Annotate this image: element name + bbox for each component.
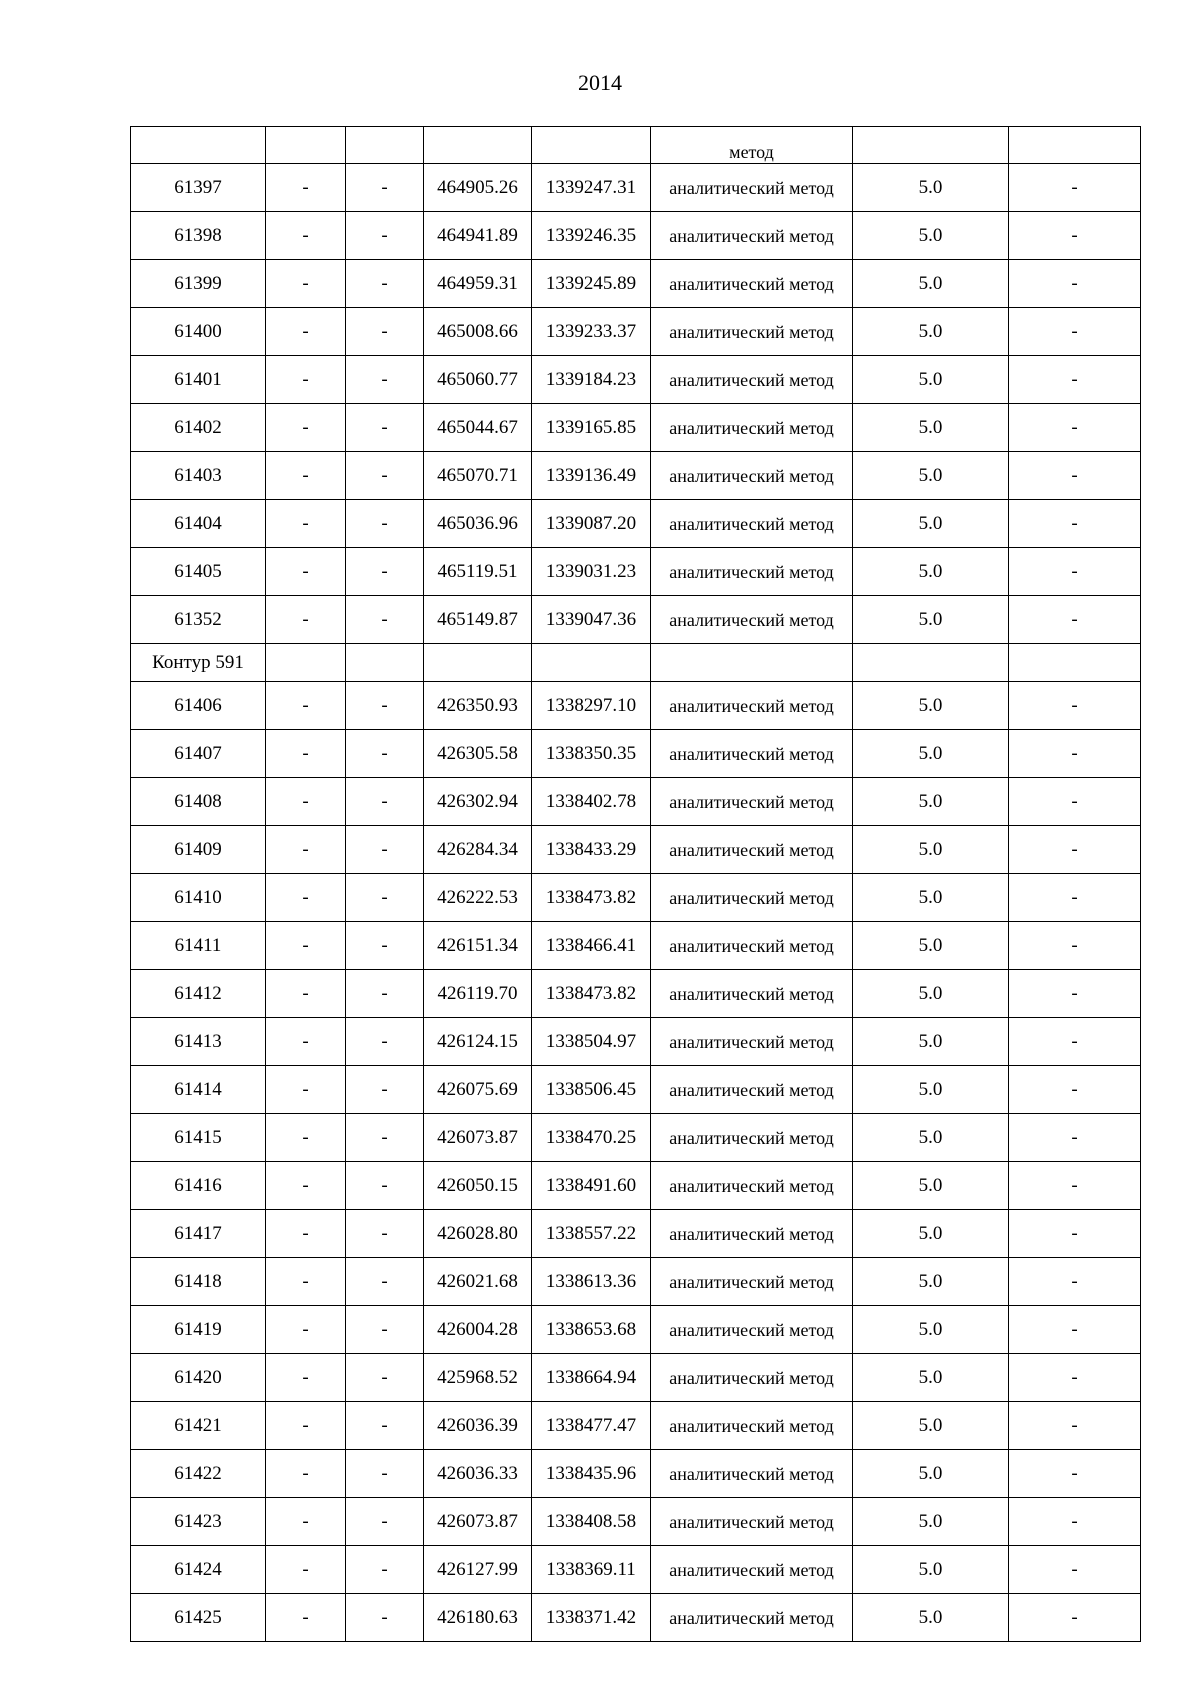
point-id-cell: 61401 (131, 356, 266, 404)
cell-empty (532, 127, 651, 164)
table-row (131, 212, 1141, 260)
method-cell: аналитический метод (651, 212, 853, 260)
point-id-cell: 61416 (131, 1162, 266, 1210)
x-coordinate-cell: 465060.77 (424, 356, 532, 404)
point-id-cell: 61409 (131, 826, 266, 874)
point-id-cell: 61400 (131, 308, 266, 356)
table-row (131, 682, 1141, 730)
x-coordinate-cell: 465119.51 (424, 548, 532, 596)
dash-cell: - (1009, 1450, 1141, 1498)
dash-cell: - (1009, 548, 1141, 596)
y-coordinate-cell: 1338297.10 (532, 682, 651, 730)
table-row (131, 1354, 1141, 1402)
method-cell: аналитический метод (651, 548, 853, 596)
dash-cell: - (1009, 1066, 1141, 1114)
accuracy-cell: 5.0 (853, 1066, 1009, 1114)
dash-cell: - (346, 1402, 424, 1450)
accuracy-cell: 5.0 (853, 1018, 1009, 1066)
x-coordinate-cell: 465070.71 (424, 452, 532, 500)
cell-empty (131, 127, 266, 164)
method-cell: аналитический метод (651, 404, 853, 452)
dash-cell: - (346, 356, 424, 404)
dash-cell: - (266, 1450, 346, 1498)
dash-cell: - (346, 970, 424, 1018)
point-id-cell: 61405 (131, 548, 266, 596)
point-id-cell: 61397 (131, 164, 266, 212)
dash-cell: - (266, 1018, 346, 1066)
dash-cell: - (266, 164, 346, 212)
dash-cell: - (266, 682, 346, 730)
dash-cell: - (266, 356, 346, 404)
dash-cell: - (266, 212, 346, 260)
dash-cell: - (346, 826, 424, 874)
y-coordinate-cell: 1338402.78 (532, 778, 651, 826)
cell-empty (1009, 127, 1141, 164)
dash-cell: - (266, 452, 346, 500)
cell-empty (853, 644, 1009, 682)
y-coordinate-cell: 1339087.20 (532, 500, 651, 548)
method-cell: аналитический метод (651, 308, 853, 356)
table-row (131, 1114, 1141, 1162)
method-cell: аналитический метод (651, 874, 853, 922)
y-coordinate-cell: 1338369.11 (532, 1546, 651, 1594)
accuracy-cell: 5.0 (853, 308, 1009, 356)
y-coordinate-cell: 1338473.82 (532, 874, 651, 922)
point-id-cell: 61404 (131, 500, 266, 548)
dash-cell: - (266, 500, 346, 548)
method-cell: аналитический метод (651, 1402, 853, 1450)
point-id-cell: 61398 (131, 212, 266, 260)
y-coordinate-cell: 1338504.97 (532, 1018, 651, 1066)
cell-empty (532, 644, 651, 682)
accuracy-cell: 5.0 (853, 874, 1009, 922)
y-coordinate-cell: 1338613.36 (532, 1258, 651, 1306)
dash-cell: - (266, 308, 346, 356)
dash-cell: - (346, 164, 424, 212)
point-id-cell: 61411 (131, 922, 266, 970)
dash-cell: - (266, 548, 346, 596)
dash-cell: - (266, 596, 346, 644)
point-id-cell: 61412 (131, 970, 266, 1018)
dash-cell: - (266, 1162, 346, 1210)
accuracy-cell: 5.0 (853, 1450, 1009, 1498)
accuracy-cell: 5.0 (853, 596, 1009, 644)
accuracy-cell: 5.0 (853, 1498, 1009, 1546)
dash-cell: - (346, 682, 424, 730)
point-id-cell: 61407 (131, 730, 266, 778)
x-coordinate-cell: 426050.15 (424, 1162, 532, 1210)
point-id-cell: 61422 (131, 1450, 266, 1498)
table-row (131, 164, 1141, 212)
x-coordinate-cell: 426222.53 (424, 874, 532, 922)
dash-cell: - (346, 730, 424, 778)
x-coordinate-cell: 426073.87 (424, 1114, 532, 1162)
table-row (131, 548, 1141, 596)
dash-cell: - (346, 874, 424, 922)
accuracy-cell: 5.0 (853, 682, 1009, 730)
dash-cell: - (266, 778, 346, 826)
table-row (131, 1306, 1141, 1354)
dash-cell: - (266, 1114, 346, 1162)
dash-cell: - (266, 1258, 346, 1306)
dash-cell: - (346, 596, 424, 644)
accuracy-cell: 5.0 (853, 1546, 1009, 1594)
accuracy-cell: 5.0 (853, 356, 1009, 404)
contour-label: Контур 591 (131, 644, 266, 682)
x-coordinate-cell: 464905.26 (424, 164, 532, 212)
dash-cell: - (266, 970, 346, 1018)
x-coordinate-cell: 426004.28 (424, 1306, 532, 1354)
dash-cell: - (1009, 1498, 1141, 1546)
coordinates-table (130, 126, 1141, 1642)
x-coordinate-cell: 426036.33 (424, 1450, 532, 1498)
point-id-cell: 61410 (131, 874, 266, 922)
accuracy-cell: 5.0 (853, 500, 1009, 548)
table-row (131, 1210, 1141, 1258)
dash-cell: - (266, 1210, 346, 1258)
dash-cell: - (1009, 500, 1141, 548)
accuracy-cell: 5.0 (853, 922, 1009, 970)
dash-cell: - (1009, 1018, 1141, 1066)
y-coordinate-cell: 1339136.49 (532, 452, 651, 500)
dash-cell: - (266, 1066, 346, 1114)
dash-cell: - (346, 1210, 424, 1258)
dash-cell: - (1009, 596, 1141, 644)
dash-cell: - (1009, 922, 1141, 970)
dash-cell: - (1009, 1162, 1141, 1210)
table-row (131, 1162, 1141, 1210)
dash-cell: - (1009, 778, 1141, 826)
y-coordinate-cell: 1338664.94 (532, 1354, 651, 1402)
table-row (131, 874, 1141, 922)
table-row (131, 826, 1141, 874)
point-id-cell: 61415 (131, 1114, 266, 1162)
table-row (131, 778, 1141, 826)
accuracy-cell: 5.0 (853, 1162, 1009, 1210)
dash-cell: - (266, 404, 346, 452)
dash-cell: - (1009, 1354, 1141, 1402)
accuracy-cell: 5.0 (853, 212, 1009, 260)
dash-cell: - (346, 452, 424, 500)
method-cell: аналитический метод (651, 1114, 853, 1162)
point-id-cell: 61408 (131, 778, 266, 826)
x-coordinate-cell: 426021.68 (424, 1258, 532, 1306)
dash-cell: - (1009, 260, 1141, 308)
y-coordinate-cell: 1338433.29 (532, 826, 651, 874)
cell-empty (346, 127, 424, 164)
y-coordinate-cell: 1339245.89 (532, 260, 651, 308)
x-coordinate-cell: 465036.96 (424, 500, 532, 548)
dash-cell: - (346, 212, 424, 260)
x-coordinate-cell: 426127.99 (424, 1546, 532, 1594)
dash-cell: - (1009, 1594, 1141, 1642)
method-cell: аналитический метод (651, 260, 853, 308)
point-id-cell: 61420 (131, 1354, 266, 1402)
method-cell: аналитический метод (651, 164, 853, 212)
cell-empty (651, 644, 853, 682)
y-coordinate-cell: 1338408.58 (532, 1498, 651, 1546)
dash-cell: - (1009, 826, 1141, 874)
y-coordinate-cell: 1339031.23 (532, 548, 651, 596)
method-cell: аналитический метод (651, 1546, 853, 1594)
dash-cell: - (346, 778, 424, 826)
dash-cell: - (1009, 164, 1141, 212)
method-cell: аналитический метод (651, 970, 853, 1018)
contour-row (131, 644, 1141, 682)
table-row (131, 404, 1141, 452)
method-cell: аналитический метод (651, 1018, 853, 1066)
accuracy-cell: 5.0 (853, 1210, 1009, 1258)
table-row (131, 1546, 1141, 1594)
accuracy-cell: 5.0 (853, 1258, 1009, 1306)
method-cell: аналитический метод (651, 778, 853, 826)
accuracy-cell: 5.0 (853, 1114, 1009, 1162)
y-coordinate-cell: 1339233.37 (532, 308, 651, 356)
table-row (131, 452, 1141, 500)
y-coordinate-cell: 1339247.31 (532, 164, 651, 212)
dash-cell: - (346, 1066, 424, 1114)
dash-cell: - (1009, 404, 1141, 452)
table-row (131, 1450, 1141, 1498)
point-id-cell: 61424 (131, 1546, 266, 1594)
x-coordinate-cell: 426036.39 (424, 1402, 532, 1450)
table-row (131, 356, 1141, 404)
accuracy-cell: 5.0 (853, 826, 1009, 874)
method-cell: аналитический метод (651, 1162, 853, 1210)
x-coordinate-cell: 465149.87 (424, 596, 532, 644)
cell-empty (346, 644, 424, 682)
method-cell: аналитический метод (651, 1594, 853, 1642)
dash-cell: - (1009, 1258, 1141, 1306)
cell-empty (266, 127, 346, 164)
method-cell: аналитический метод (651, 1498, 853, 1546)
cell-empty (1009, 644, 1141, 682)
y-coordinate-cell: 1338466.41 (532, 922, 651, 970)
cell-empty (266, 644, 346, 682)
method-cell: метод (651, 127, 853, 164)
point-id-cell: 61417 (131, 1210, 266, 1258)
dash-cell: - (1009, 1306, 1141, 1354)
method-cell: аналитический метод (651, 356, 853, 404)
dash-cell: - (1009, 1210, 1141, 1258)
y-coordinate-cell: 1338491.60 (532, 1162, 651, 1210)
table-body (131, 127, 1141, 1642)
method-cell: аналитический метод (651, 1354, 853, 1402)
table-row (131, 730, 1141, 778)
y-coordinate-cell: 1338435.96 (532, 1450, 651, 1498)
point-id-cell: 61418 (131, 1258, 266, 1306)
dash-cell: - (346, 1498, 424, 1546)
table-row (131, 308, 1141, 356)
accuracy-cell: 5.0 (853, 1594, 1009, 1642)
dash-cell: - (1009, 452, 1141, 500)
table-row (131, 970, 1141, 1018)
x-coordinate-cell: 426284.34 (424, 826, 532, 874)
x-coordinate-cell: 426305.58 (424, 730, 532, 778)
dash-cell: - (1009, 1114, 1141, 1162)
dash-cell: - (1009, 874, 1141, 922)
accuracy-cell: 5.0 (853, 1402, 1009, 1450)
method-cell: аналитический метод (651, 1066, 853, 1114)
dash-cell: - (346, 1354, 424, 1402)
y-coordinate-cell: 1338470.25 (532, 1114, 651, 1162)
dash-cell: - (346, 1594, 424, 1642)
x-coordinate-cell: 426028.80 (424, 1210, 532, 1258)
continuation-row (131, 127, 1141, 164)
table-row (131, 1402, 1141, 1450)
table-row (131, 596, 1141, 644)
dash-cell: - (346, 922, 424, 970)
table-row (131, 260, 1141, 308)
dash-cell: - (266, 260, 346, 308)
x-coordinate-cell: 426124.15 (424, 1018, 532, 1066)
dash-cell: - (1009, 1546, 1141, 1594)
dash-cell: - (266, 1306, 346, 1354)
dash-cell: - (346, 308, 424, 356)
y-coordinate-cell: 1339047.36 (532, 596, 651, 644)
x-coordinate-cell: 425968.52 (424, 1354, 532, 1402)
dash-cell: - (266, 1354, 346, 1402)
table-row (131, 500, 1141, 548)
dash-cell: - (266, 1498, 346, 1546)
point-id-cell: 61423 (131, 1498, 266, 1546)
dash-cell: - (346, 500, 424, 548)
x-coordinate-cell: 426180.63 (424, 1594, 532, 1642)
y-coordinate-cell: 1339165.85 (532, 404, 651, 452)
x-coordinate-cell: 426350.93 (424, 682, 532, 730)
method-cell: аналитический метод (651, 596, 853, 644)
dash-cell: - (346, 404, 424, 452)
dash-cell: - (1009, 308, 1141, 356)
table-row (131, 1258, 1141, 1306)
dash-cell: - (1009, 356, 1141, 404)
method-cell: аналитический метод (651, 682, 853, 730)
cell-empty (424, 127, 532, 164)
x-coordinate-cell: 464941.89 (424, 212, 532, 260)
accuracy-cell: 5.0 (853, 1354, 1009, 1402)
dash-cell: - (266, 1594, 346, 1642)
y-coordinate-cell: 1338371.42 (532, 1594, 651, 1642)
dash-cell: - (346, 260, 424, 308)
table-row (131, 1018, 1141, 1066)
y-coordinate-cell: 1338350.35 (532, 730, 651, 778)
y-coordinate-cell: 1338653.68 (532, 1306, 651, 1354)
method-cell: аналитический метод (651, 826, 853, 874)
dash-cell: - (346, 1546, 424, 1594)
accuracy-cell: 5.0 (853, 404, 1009, 452)
method-cell: аналитический метод (651, 1210, 853, 1258)
table-row (131, 922, 1141, 970)
table-row (131, 1498, 1141, 1546)
method-cell: аналитический метод (651, 500, 853, 548)
page-number: 2014 (578, 70, 622, 95)
x-coordinate-cell: 426151.34 (424, 922, 532, 970)
point-id-cell: 61403 (131, 452, 266, 500)
dash-cell: - (266, 922, 346, 970)
accuracy-cell: 5.0 (853, 778, 1009, 826)
dash-cell: - (346, 1018, 424, 1066)
y-coordinate-cell: 1338477.47 (532, 1402, 651, 1450)
dash-cell: - (346, 548, 424, 596)
x-coordinate-cell: 426119.70 (424, 970, 532, 1018)
accuracy-cell: 5.0 (853, 164, 1009, 212)
dash-cell: - (1009, 682, 1141, 730)
dash-cell: - (266, 1546, 346, 1594)
accuracy-cell: 5.0 (853, 1306, 1009, 1354)
point-id-cell: 61402 (131, 404, 266, 452)
cell-empty (424, 644, 532, 682)
dash-cell: - (1009, 970, 1141, 1018)
point-id-cell: 61413 (131, 1018, 266, 1066)
point-id-cell: 61406 (131, 682, 266, 730)
y-coordinate-cell: 1339246.35 (532, 212, 651, 260)
y-coordinate-cell: 1338473.82 (532, 970, 651, 1018)
dash-cell: - (346, 1258, 424, 1306)
method-cell: аналитический метод (651, 1306, 853, 1354)
method-cell: аналитический метод (651, 452, 853, 500)
dash-cell: - (1009, 730, 1141, 778)
y-coordinate-cell: 1338506.45 (532, 1066, 651, 1114)
x-coordinate-cell: 426075.69 (424, 1066, 532, 1114)
x-coordinate-cell: 426302.94 (424, 778, 532, 826)
dash-cell: - (266, 1402, 346, 1450)
table-row (131, 1594, 1141, 1642)
point-id-cell: 61352 (131, 596, 266, 644)
accuracy-cell: 5.0 (853, 260, 1009, 308)
accuracy-cell: 5.0 (853, 970, 1009, 1018)
dash-cell: - (266, 874, 346, 922)
x-coordinate-cell: 426073.87 (424, 1498, 532, 1546)
point-id-cell: 61399 (131, 260, 266, 308)
dash-cell: - (346, 1306, 424, 1354)
table-row (131, 1066, 1141, 1114)
dash-cell: - (346, 1114, 424, 1162)
dash-cell: - (266, 730, 346, 778)
x-coordinate-cell: 464959.31 (424, 260, 532, 308)
dash-cell: - (346, 1450, 424, 1498)
x-coordinate-cell: 465044.67 (424, 404, 532, 452)
x-coordinate-cell: 465008.66 (424, 308, 532, 356)
accuracy-cell: 5.0 (853, 730, 1009, 778)
method-cell: аналитический метод (651, 1258, 853, 1306)
accuracy-cell: 5.0 (853, 452, 1009, 500)
dash-cell: - (1009, 212, 1141, 260)
method-cell: аналитический метод (651, 730, 853, 778)
y-coordinate-cell: 1339184.23 (532, 356, 651, 404)
method-cell: аналитический метод (651, 922, 853, 970)
accuracy-cell: 5.0 (853, 548, 1009, 596)
dash-cell: - (346, 1162, 424, 1210)
method-cell: аналитический метод (651, 1450, 853, 1498)
cell-empty (853, 127, 1009, 164)
y-coordinate-cell: 1338557.22 (532, 1210, 651, 1258)
point-id-cell: 61419 (131, 1306, 266, 1354)
dash-cell: - (266, 826, 346, 874)
point-id-cell: 61421 (131, 1402, 266, 1450)
dash-cell: - (1009, 1402, 1141, 1450)
point-id-cell: 61414 (131, 1066, 266, 1114)
point-id-cell: 61425 (131, 1594, 266, 1642)
